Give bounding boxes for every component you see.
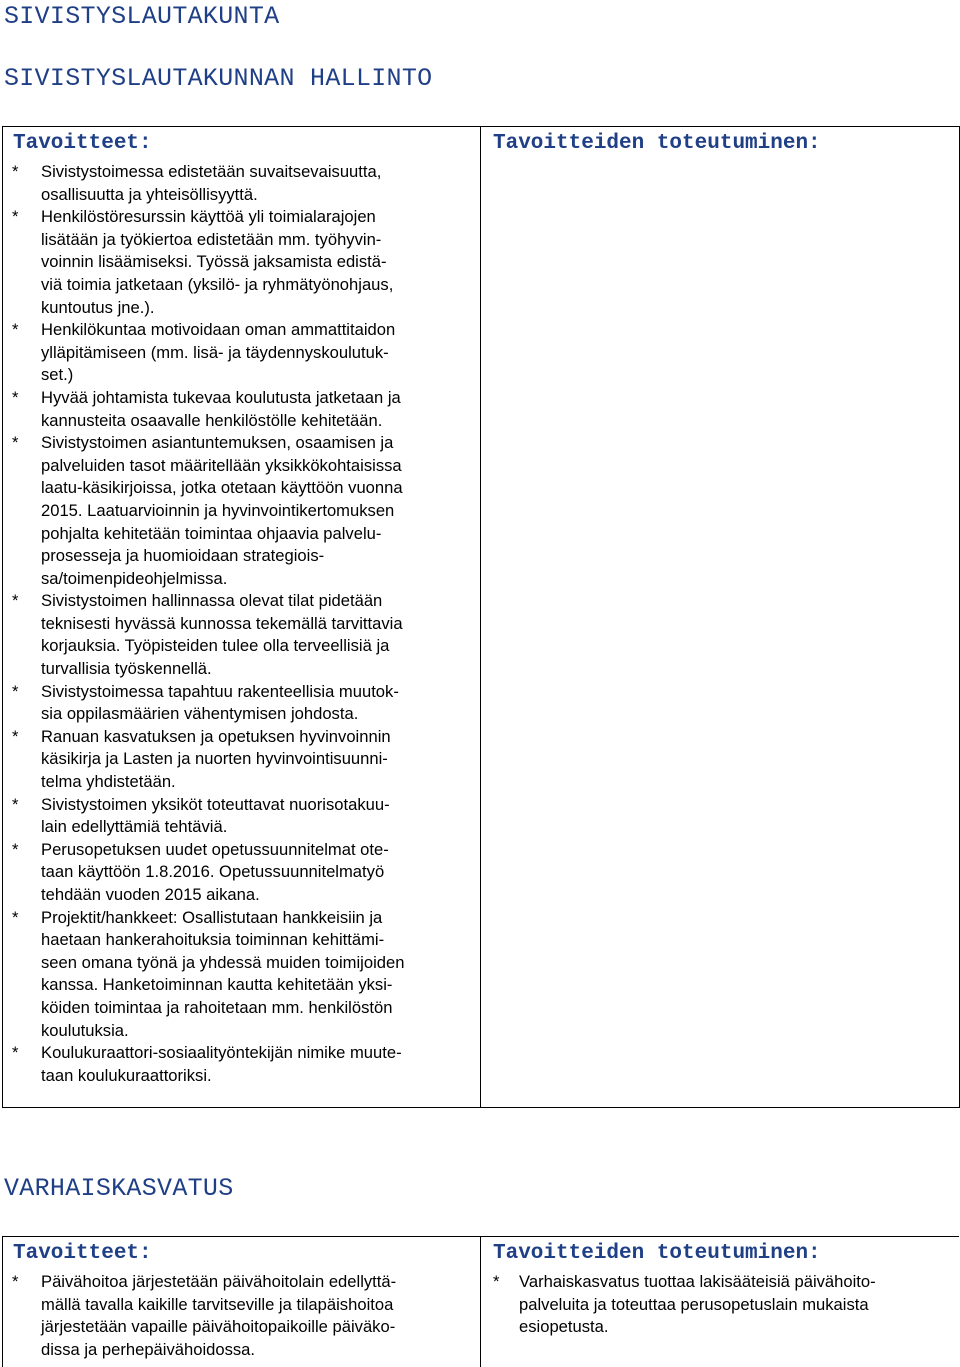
department-title: SIVISTYSLAUTAKUNTA bbox=[4, 2, 280, 31]
goal-item bbox=[12, 1271, 477, 1361]
goal-item bbox=[12, 1042, 477, 1087]
goal-text-line: sa/toimenpideohjelmissa. bbox=[41, 568, 228, 588]
goal-text-line: korjauksia. Työpisteiden tulee olla terveellisiä ja bbox=[41, 636, 390, 656]
bullet-asterisk: * bbox=[12, 207, 19, 227]
goal-item bbox=[12, 681, 477, 726]
goal-text-line: ylläpitämiseen (mm. lisä- ja täydennyskoulutuk- bbox=[41, 342, 389, 362]
bullet-asterisk: * bbox=[12, 162, 19, 181]
goal-item bbox=[12, 726, 477, 794]
goal-text-line: palveluiden tasot määritellään yksikkökohtaisissa bbox=[41, 455, 402, 475]
bullet-asterisk: * bbox=[12, 320, 19, 340]
goal-text-line: Henkilöstöresurssin käyttöä yli toimialarajojen bbox=[41, 207, 376, 227]
goal-item bbox=[12, 432, 477, 590]
goals-list bbox=[3, 156, 477, 1087]
realization-column bbox=[481, 127, 959, 1107]
goal-text-line: Ranuan kasvatuksen ja opetuksen hyvinvoinnin bbox=[41, 726, 391, 746]
goal-text-line: dissa ja perhepäivähoidossa. bbox=[41, 1339, 256, 1359]
goal-text-line: telma yhdistetään. bbox=[41, 772, 176, 792]
goal-text-line: laatu-käsikirjoissa, jotka otetaan käyttöön vuonna bbox=[41, 478, 403, 498]
goal-text-line: 2015. Laatuarvioinnin ja hyvinvointikertomuksen bbox=[41, 500, 395, 520]
realization-list bbox=[481, 1266, 943, 1339]
goal-text-line: Sivistystoimessa tapahtuu rakenteellisia muutok- bbox=[41, 681, 399, 701]
section-title-administration: SIVISTYSLAUTAKUNNAN HALLINTO bbox=[4, 64, 433, 93]
goal-text-line: lain edellyttämiä tehtäviä. bbox=[41, 817, 228, 837]
goal-text-line: pohjalta kehitetään toimintaa ohjaavia palvelu- bbox=[41, 523, 382, 543]
goal-text-line: Sivistystoimen hallinnassa olevat tilat pidetään bbox=[41, 591, 383, 611]
goal-item bbox=[12, 794, 477, 839]
goals-list bbox=[3, 1266, 477, 1361]
goal-item bbox=[493, 1271, 943, 1339]
goal-text-line: Varhaiskasvatus tuottaa lakisääteisiä päivähoito- bbox=[519, 1272, 876, 1291]
goal-text-line: voinnin lisäämiseksi. Työssä jaksamista edistä- bbox=[41, 252, 387, 272]
goal-text-line: palveluita ja toteuttaa perusopetuslain mukaista bbox=[519, 1294, 869, 1314]
goal-text-line: taan käyttöön 1.8.2016. Opetussuunnitelmatyö bbox=[41, 862, 385, 882]
goal-text-line: Hyvää johtamista tukevaa koulutusta jatketaan ja bbox=[41, 387, 401, 407]
goal-item bbox=[12, 907, 477, 1043]
bullet-asterisk: * bbox=[12, 387, 19, 407]
goal-text-line: haetaan hankerahoituksia toiminnan kehittämi- bbox=[41, 930, 385, 950]
bullet-asterisk: * bbox=[12, 907, 19, 927]
administration-goals-table bbox=[2, 126, 960, 1108]
bullet-asterisk: * bbox=[12, 726, 19, 746]
early-education-goals-table bbox=[2, 1236, 959, 1367]
goal-text-line: turvallisia työskennellä. bbox=[41, 659, 212, 679]
goal-text-line: käsikirja ja Lasten ja nuorten hyvinvointisuunni- bbox=[41, 749, 388, 769]
goal-text-line: Henkilökuntaa motivoidaan oman ammattitaidon bbox=[41, 320, 396, 340]
realization-header: Tavoitteiden toteutuminen: bbox=[493, 132, 821, 155]
goal-text-line: prosesseja ja huomioidaan strategiois- bbox=[41, 546, 325, 566]
bullet-asterisk: * bbox=[12, 433, 19, 453]
goal-text-line: kuntoutus jne.). bbox=[41, 297, 155, 317]
goal-text-line: taan koulukuraattoriksi. bbox=[41, 1065, 212, 1085]
goal-item bbox=[12, 387, 477, 432]
bullet-asterisk: * bbox=[12, 591, 19, 611]
goal-item bbox=[12, 161, 477, 206]
bullet-asterisk: * bbox=[12, 794, 19, 814]
goal-text-line: mällä tavalla kaikille tarvitseville ja tilapäishoitoa bbox=[41, 1294, 394, 1314]
goal-text-line: Koulukuraattori-sosiaalityöntekijän nimike muute- bbox=[41, 1043, 402, 1063]
goal-text-line: viä toimia jatketaan (yksilö- ja ryhmätyönohjaus, bbox=[41, 274, 394, 294]
goal-item bbox=[12, 839, 477, 907]
goal-text-line: kannusteita osaavalle henkilöstölle kehitetään. bbox=[41, 410, 383, 430]
goal-text-line: Sivistystoimen yksiköt toteuttavat nuorisotakuu- bbox=[41, 794, 390, 814]
bullet-asterisk: * bbox=[12, 1043, 19, 1063]
goal-text-line: teknisesti hyvässä kunnossa tekemällä tarvittavia bbox=[41, 613, 403, 633]
goal-text-line: sia oppilasmäärien vähentymisen johdosta. bbox=[41, 704, 359, 724]
goal-text-line: köiden toimintaa ja rahoitetaan mm. henkilöstön bbox=[41, 997, 393, 1017]
realization-column bbox=[481, 1237, 959, 1367]
realization-header: Tavoitteiden toteutuminen: bbox=[493, 1242, 821, 1265]
goal-text-line: seen omana työnä ja yhdessä muiden toimijoiden bbox=[41, 952, 405, 972]
goal-text-line: lisätään ja työkiertoa edistetään mm. työhyvin- bbox=[41, 229, 382, 249]
goals-header: Tavoitteet: bbox=[13, 1242, 152, 1265]
goals-column bbox=[3, 1237, 481, 1367]
goals-column bbox=[3, 127, 481, 1107]
goal-text-line: kanssa. Hanketoiminnan kautta kehitetään yksi- bbox=[41, 975, 393, 995]
goal-text-line: Sivistystoimessa edistetään suvaitsevaisuutta, bbox=[41, 162, 382, 181]
goal-text-line: set.) bbox=[41, 365, 74, 385]
goal-item bbox=[12, 319, 477, 387]
goal-text-line: koulutuksia. bbox=[41, 1020, 129, 1040]
goal-text-line: Perusopetuksen uudet opetussuunnitelmat ote- bbox=[41, 839, 389, 859]
goal-text-line: tehdään vuoden 2015 aikana. bbox=[41, 885, 260, 904]
goal-text-line: järjestetään vapaille päivähoitopaikoille päiväko- bbox=[41, 1317, 396, 1337]
goal-text-line: Sivistystoimen asiantuntemuksen, osaamisen ja bbox=[41, 433, 394, 453]
bullet-asterisk: * bbox=[493, 1272, 500, 1291]
goal-text-line: esiopetusta. bbox=[519, 1317, 609, 1337]
bullet-asterisk: * bbox=[12, 681, 19, 701]
goal-text-line: Päivähoitoa järjestetään päivähoitolain edellyttä- bbox=[41, 1272, 397, 1291]
goal-item bbox=[12, 590, 477, 680]
bullet-asterisk: * bbox=[12, 1272, 19, 1291]
section-title-early-education: VARHAISKASVATUS bbox=[4, 1174, 234, 1203]
goal-text-line: Projektit/hankkeet: Osallistutaan hankkeisiin ja bbox=[41, 907, 383, 927]
goal-item bbox=[12, 206, 477, 319]
goals-header: Tavoitteet: bbox=[13, 132, 152, 155]
goal-text-line: osallisuutta ja yhteisöllisyyttä. bbox=[41, 184, 258, 204]
bullet-asterisk: * bbox=[12, 839, 19, 859]
